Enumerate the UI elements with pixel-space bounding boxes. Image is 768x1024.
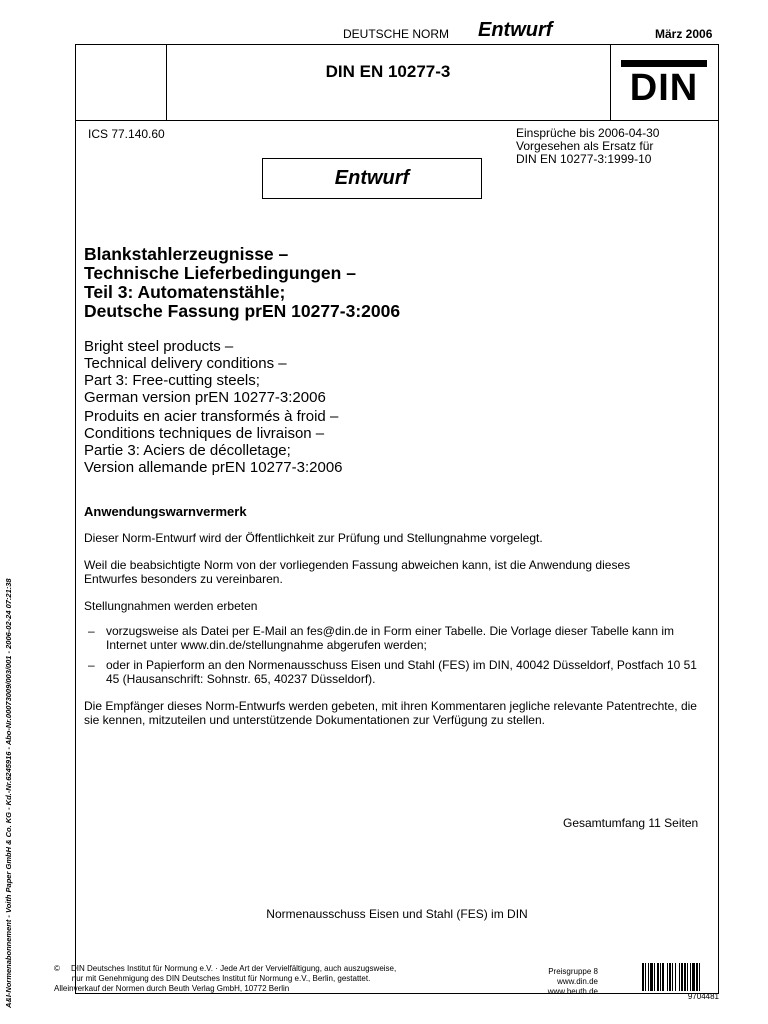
- barcode: [642, 963, 719, 991]
- copyright-notice: [54, 964, 396, 994]
- header-divider: [75, 120, 719, 121]
- title-line: Version allemande prEN 10277-3:2006: [84, 459, 343, 476]
- title-line: Conditions techniques de livraison –: [84, 425, 325, 442]
- draft-box: Entwurf: [262, 158, 482, 199]
- din-url: www.din.de: [557, 977, 598, 986]
- title-line: German version prEN 10277-3:2006: [84, 389, 326, 406]
- total-pages: Gesamtumfang 11 Seiten: [563, 816, 699, 830]
- objection-line: Vorgesehen als Ersatz für: [516, 139, 654, 153]
- title-english: [84, 338, 326, 406]
- din-logo: [618, 58, 710, 104]
- list-item: [88, 624, 708, 652]
- warning-paragraph: Stellungnahmen werden erbeten: [84, 599, 258, 613]
- barcode-bar: [681, 963, 683, 991]
- objection-info: [516, 127, 659, 166]
- barcode-bar: [679, 963, 680, 991]
- din-logo-text: DIN: [629, 67, 699, 104]
- barcode-bar: [657, 963, 659, 991]
- copyright-line: © DIN Deutsches Institut für Normung e.V. · Jede Art der Vervielfältigung, auch auszugsweise,: [54, 964, 397, 973]
- list-item-text: vorzugsweise als Datei per E-Mail an fes@din.de in Form einer Tabelle. Die Vorlage dieser Tabelle kann im Internet unter www.din.de/stellungnahme abgerufen werden;: [106, 624, 675, 652]
- list-dash: –: [88, 658, 95, 672]
- subscription-side-text: A&I-Normenabonnement - Voith Paper GmbH & Co. KG - Kd.-Nr.6245916 - Abo-Nr.00073009/003/001 - 2006-02-24 07:21:38: [4, 578, 13, 1008]
- header-divider-right: [610, 44, 611, 120]
- barcode-bar: [675, 963, 676, 991]
- barcode-bar: [696, 963, 698, 991]
- title-line: Teil 3: Automatenstähle;: [84, 282, 286, 302]
- title-line: Deutsche Fassung prEN 10277-3:2006: [84, 301, 401, 321]
- barcode-bar: [642, 963, 644, 991]
- title-french: [84, 408, 343, 476]
- barcode-bar: [648, 963, 649, 991]
- beuth-url: www.beuth.de: [547, 987, 598, 996]
- title-line: Blankstahlerzeugnisse –: [84, 244, 289, 264]
- barcode-bar: [667, 963, 668, 991]
- barcode-bar: [669, 963, 671, 991]
- objection-line: DIN EN 10277-3:1999-10: [516, 152, 652, 166]
- title-line: Technische Lieferbedingungen –: [84, 263, 356, 283]
- barcode-bar: [699, 963, 700, 991]
- list-dash: –: [88, 624, 95, 638]
- warning-paragraph: Dieser Norm-Entwurf wird der Öffentlichkeit zur Prüfung und Stellungnahme vorgelegt.: [84, 531, 543, 545]
- price-group: Preisgruppe 8: [548, 967, 598, 976]
- norm-label: DEUTSCHE NORM: [343, 27, 450, 41]
- document-number: DIN EN 10277-3: [325, 62, 451, 81]
- barcode-bar: [645, 963, 646, 991]
- barcode-bar: [692, 963, 695, 991]
- barcode-bar: [690, 963, 691, 991]
- copyright-line: Alleinverkauf der Normen durch Beuth Verlag GmbH, 10772 Berlin: [54, 984, 290, 993]
- barcode-bar: [654, 963, 655, 991]
- price-info: [520, 967, 598, 997]
- barcode-bar: [687, 963, 688, 991]
- warning-heading: Anwendungswarnvermerk: [84, 504, 247, 519]
- title-line: Partie 3: Aciers de décolletage;: [84, 442, 291, 459]
- title-german: [84, 245, 400, 321]
- list-item: [88, 658, 708, 686]
- publication-date: März 2006: [655, 27, 713, 41]
- title-line: Part 3: Free-cutting steels;: [84, 372, 260, 389]
- barcode-bar: [650, 963, 653, 991]
- warning-paragraph: Weil die beabsichtigte Norm von der vorliegenden Fassung abweichen kann, ist die Anwendung dieses Entwurfes besonders zu vereinbaren.: [84, 558, 631, 586]
- warning-paragraph: Die Empfänger dieses Norm-Entwurfs werden gebeten, mit ihren Kommentaren jegliche relevante Patentrechte, die sie kennen, mitzuteilen und unterstützende Dokumentationen zur Verfügung zu stellen.: [84, 699, 697, 727]
- title-line: Technical delivery conditions –: [84, 355, 287, 372]
- title-line: Produits en acier transformés à froid –: [84, 408, 339, 425]
- barcode-number: 9704481: [687, 992, 719, 1001]
- draft-label: Entwurf: [478, 19, 553, 41]
- copyright-line: nur mit Genehmigung des DIN Deutsches Institut für Normung e.V., Berlin, gestattet.: [54, 974, 371, 983]
- committee-name: Normenausschuss Eisen und Stahl (FES) im DIN: [266, 907, 528, 921]
- list-item-text: oder in Papierform an den Normenausschuss Eisen und Stahl (FES) im DIN, 40042 Düsseldorf, Postfach 10 51 45 (Hausanschrift: Sohnstr. 65, 40237 Düsseldorf).: [106, 658, 697, 686]
- objection-line: Einsprüche bis 2006-04-30: [516, 126, 660, 140]
- barcode-bar: [662, 963, 664, 991]
- title-line: Bright steel products –: [84, 338, 234, 355]
- barcode-bar: [684, 963, 686, 991]
- barcode-bar: [660, 963, 661, 991]
- header-divider-left: [166, 44, 167, 120]
- ics-code: ICS 77.140.60: [88, 127, 165, 141]
- barcode-bar: [672, 963, 673, 991]
